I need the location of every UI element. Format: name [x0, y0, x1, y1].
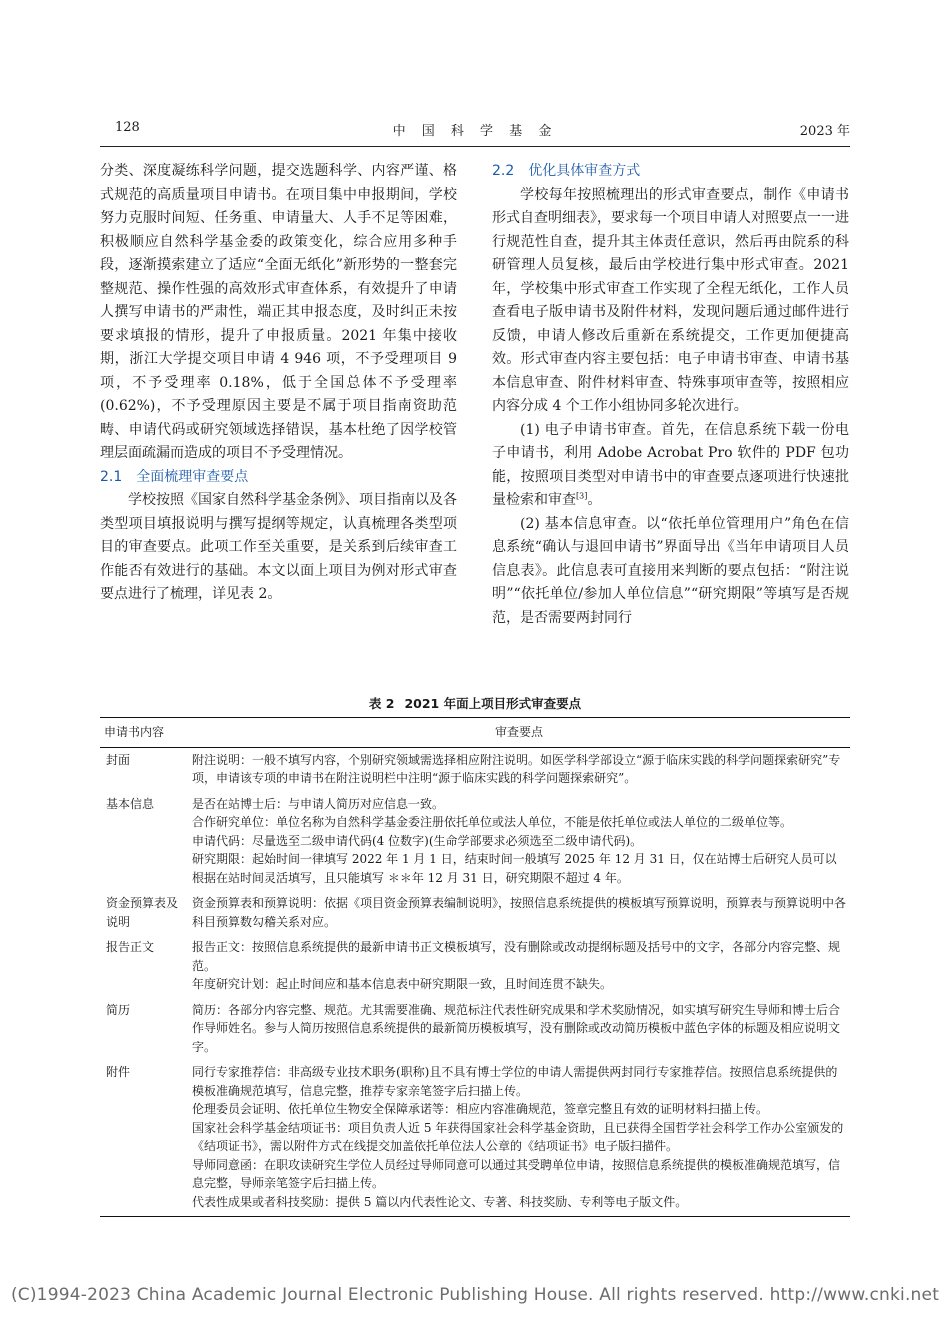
right-paragraph-3: (2) 基本信息审查。以“依托单位管理用户”角色在信息系统“确认与退回申请书”界面导出《当年申请项目人员信息表》。此信息表可直接用来判断的要点包括：“附注说明”“依托单位/参加人单位信息”“研究期限”等填写是否规范，是否需要两封同行	[492, 515, 849, 626]
section-heading-2-2: 2.2 优化具体审查方式	[492, 163, 641, 179]
table-cell-item: 简历	[106, 1002, 131, 1017]
review-point: 合作研究单位：单位名称为自然科学基金委注册依托单位或法人单位，不能是依托单位或法人单位的二级单位等。	[192, 815, 793, 829]
table-row	[100, 935, 850, 998]
table-row	[100, 1060, 850, 1217]
table-caption-title: 2021 年面上项目形式审查要点	[404, 696, 582, 711]
right-paragraph-2-end: 。	[587, 492, 602, 508]
table-cell-points	[188, 891, 850, 935]
page-number: 128	[115, 120, 140, 135]
review-point: 国家社会科学基金结项证书：项目负责人近 5 年获得国家社会科学基金资助，且已获得全国哲学社会科学工作办公室颁发的《结项证书》，需以附件方式在线提交加盖依托单位法人公章的《结项证书》电子版扫描件。	[192, 1120, 844, 1153]
review-point: 是否在站博士后：与申请人简历对应信息一致。	[192, 796, 445, 811]
left-paragraph-2: 学校按照《国家自然科学基金条例》、项目指南以及各类型项目填报说明与撰写提纲等规定，认真梳理各类型项目的审查要点。此项工作至关重要，是关系到后续审查工作能否有效进行的基础。本文以面上项目为例对形式审查要点进行了梳理，详见表 2。	[100, 492, 457, 602]
right-paragraph-1: 学校每年按照梳理出的形式审查要点，制作《申请书形式自查明细表》，要求每一个项目申请人对照要点一一进行规范性自查，提升其主体责任意识，然后再由院系的科研管理人员复核，最后由学校进行集中形式审查。2021 年，学校集中形式审查工作实现了全程无纸化，工作人员查看电子版申请书及附件材料，发现问题后通过邮件进行反馈，申请人修改后重新在系统提交，工作更加便捷高效。形式审查内容主要包括：电子申请书审查、申请书基本信息审查、附件材料审查、特殊事项审查等，按照相应内容分成 4 个工作小组协同多轮次进行。	[492, 186, 849, 414]
review-point: 资金预算表和预算说明：依据《项目资金预算表编制说明》，按照信息系统提供的模板填写预算说明，预算表与预算说明中各科目预算数勾稽关系对应。	[192, 896, 847, 929]
table-cell-item: 基本信息	[106, 796, 155, 811]
review-point: 简历：各部分内容完整、规范。尤其需要准确、规范标注代表性研究成果和学术奖励情况，如实填写研究生导师和博士后合作导师姓名。参与人简历按照信息系统提供的最新简历模板填写，没有删除或改动简历模板中蓝色字体的标题及相应说明文字。	[192, 1002, 841, 1054]
table-row	[100, 792, 850, 892]
table-row	[100, 891, 850, 935]
header-rule	[100, 146, 850, 147]
review-point: 代表性成果或者科技奖励：提供 5 篇以内代表性论文、专著、科技奖励、专利等电子版文件。	[192, 1194, 688, 1209]
right-paragraph-2	[492, 419, 849, 513]
review-point: 研究期限：起始时间一律填写 2022 年 1 月 1 日，结束时间一般填写 2025 年 12 月 31 日，仅在站博士后研究人员可以根据在站时间灵活填写，且只能填写 ＊＊年 12 月 31 日，研究期限不超过 4 年。	[192, 852, 837, 885]
table-header-content: 申请书内容	[100, 718, 188, 748]
left-column	[100, 160, 457, 607]
table-body	[100, 747, 850, 1217]
table-cell-item: 资金预算表及说明	[106, 896, 179, 929]
copyright-footer: (C)1994-2023 China Academic Journal Electronic Publishing House. All rights reserved. http://www.cnki.net	[10, 1285, 940, 1305]
review-point: 伦理委员会证明、依托单位生物安全保障承诺等：相应内容准确规范，签章完整且有效的证明材料扫描上传。	[192, 1102, 769, 1116]
left-paragraph-1: 分类、深度凝练科学问题，提交选题科学、内容严谨、格式规范的高质量项目申请书。在项目集中申报期间，学校努力克服时间短、任务重、申请量大、人手不足等困难，积极顺应自然科学基金委的政策变化，综合应用多种手段，逐渐摸索建立了适应“全面无纸化”新形势的一整套完整规范、操作性强的高效形式审查体系，有效提升了申请人撰写申请书的严肃性，端正其申报态度，及时纠正未按要求填报的情形，提升了申报质量。2021 年集中接收期，浙江大学提交项目申请 4 946 项，不予受理项目 9 项，不予受理率 0.18%，低于全国总体不予受理率(0.62%)，不予受理原因主要是不属于项目指南资助范畴、申请代码或研究领域选择错误，基本杜绝了因学校管理层面疏漏而造成的项目不予受理情况。	[100, 163, 457, 461]
journal-title: 中 国 科 学 基 金	[392, 124, 558, 139]
table-caption-number: 表 2	[368, 696, 395, 711]
table-cell-item: 附件	[100, 1060, 188, 1217]
review-point: 附注说明：一般不填写内容，个别研究领域需选择相应附注说明。如医学科学部设立“源于临床实践的科学问题探索研究”专项，申请该专项的申请书在附注说明栏中注明“源于临床实践的科学问题探索研究”。	[192, 752, 841, 785]
table-cell-points	[188, 792, 850, 892]
right-paragraph-2-text: (1) 电子申请书审查。首先，在信息系统下载一份电子申请书，利用 Adobe Acrobat Pro 软件的 PDF 包功能，按照项目类型对申请书中的审查要点逐项进行快速批量检索和审查	[492, 421, 849, 508]
table-cell-item: 封面	[106, 752, 131, 767]
table-cell-points	[188, 747, 850, 792]
issue-year: 2023 年	[799, 124, 850, 139]
review-points-table	[100, 717, 850, 1217]
review-point: 申请代码：尽量选至二级申请代码(4 位数字)(生命学部要求必须选至二级申请代码)。	[192, 833, 643, 848]
table-row	[100, 747, 850, 792]
review-point: 导师同意函：在职攻读研究生学位人员经过导师同意可以通过其受聘单位申请，按照信息系统提供的模板准确规范填写，信息完整，导师亲笔签字后扫描上传。	[192, 1157, 841, 1190]
review-point: 同行专家推荐信：非高级专业技术职务(职称)且不具有博士学位的申请人需提供两封同行专家推荐信。按照信息系统提供的模板准确规范填写，信息完整，推荐专家亲笔签字后扫描上传。	[192, 1065, 838, 1098]
section-heading-2-1: 2.1 全面梳理审查要点	[100, 468, 249, 485]
table-cell-points	[188, 1060, 850, 1217]
table-row	[100, 998, 850, 1061]
table-cell-item: 报告正文	[106, 940, 155, 954]
table-caption	[100, 694, 850, 712]
review-point: 年度研究计划：起止时间应和基本信息表中研究期限一致，且时间连贯不缺失。	[192, 977, 613, 991]
right-column	[492, 160, 849, 630]
table-cell-points	[188, 998, 850, 1061]
table-header-row	[100, 718, 850, 748]
table-header-points: 审查要点	[188, 718, 850, 748]
citation-ref[interactable]: [3]	[576, 491, 588, 501]
table-cell-points	[188, 935, 850, 998]
review-point: 报告正文：按照信息系统提供的最新申请书正文模板填写，没有删除或改动提纲标题及括号中的文字，各部分内容完整、规范。	[192, 940, 841, 973]
